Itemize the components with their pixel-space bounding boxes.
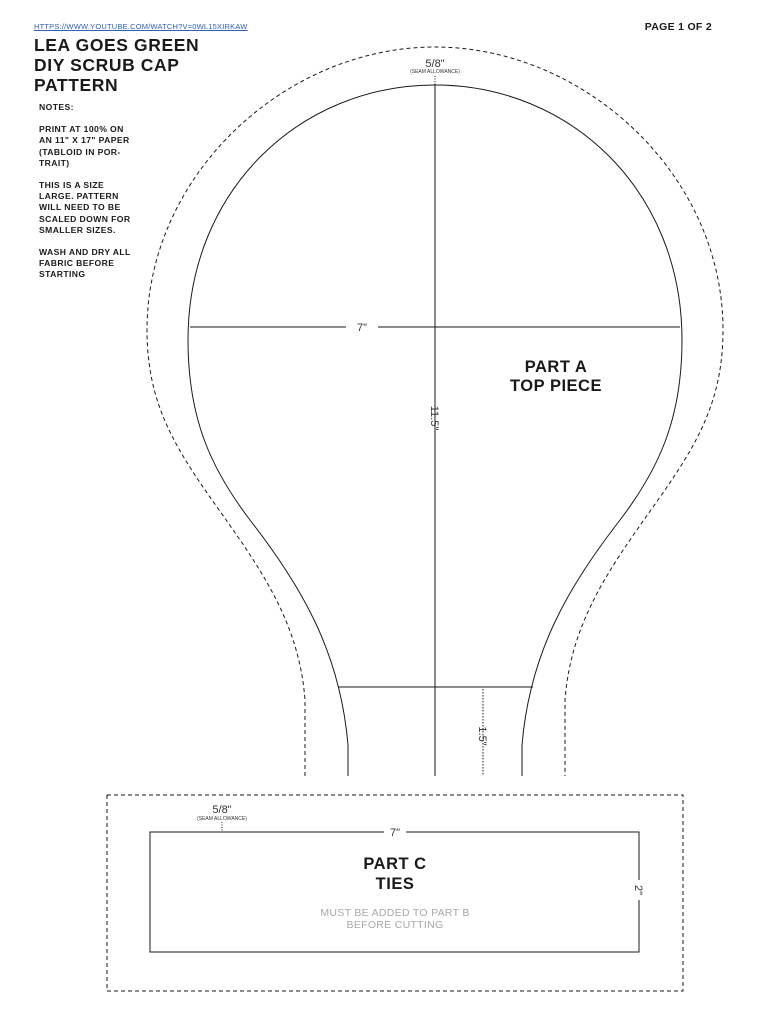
note-wash-fabric: WASH AND DRY ALL FABRIC BEFORE STARTING — [39, 247, 131, 280]
title-line-1: LEA GOES GREEN — [34, 35, 200, 55]
part-c-note-line-2: BEFORE CUTTING — [346, 919, 444, 931]
part-c-seam-note: (SEAM ALLOWANCE) — [197, 816, 247, 822]
video-link[interactable]: HTTPS://WWW.YOUTUBE.COM/WATCH?V=0WL15XIRKAW — [34, 22, 248, 31]
note-print-size: PRINT AT 100% ON AN 11" X 17" PAPER (TABLOID IN POR- TRAIT) — [39, 124, 130, 168]
part-c-width-label: 7" — [389, 827, 401, 839]
part-a-seam-value: 5/8" — [425, 58, 445, 70]
part-a-width-label: 7" — [356, 322, 368, 334]
part-a-subtitle: TOP PIECE — [510, 377, 602, 395]
part-c-height-label: 2" — [632, 884, 644, 896]
part-c-seam-outline — [107, 795, 683, 991]
part-a-height-label: 11.5" — [428, 405, 440, 431]
part-a-title: PART A — [524, 358, 588, 376]
part-c-note-line-1: MUST BE ADDED TO PART B — [320, 907, 470, 919]
page-indicator: PAGE 1 OF 2 — [644, 21, 712, 33]
part-c-subtitle: TIES — [375, 875, 415, 893]
notes-heading: NOTES: — [39, 102, 74, 112]
part-c-seam-value: 5/8" — [212, 804, 232, 816]
note-size-large: THIS IS A SIZE LARGE. PATTERN WILL NEED TO BE SCALED DOWN FOR SMALLER SIZES. — [39, 180, 131, 235]
part-a-neck-label: 1.5" — [476, 726, 488, 746]
part-a-seam-note: (SEAM ALLOWANCE) — [410, 69, 460, 75]
part-c-title: PART C — [363, 855, 427, 873]
title-line-2: DIY SCRUB CAP — [34, 55, 180, 75]
title-line-3: PATTERN — [34, 75, 119, 95]
